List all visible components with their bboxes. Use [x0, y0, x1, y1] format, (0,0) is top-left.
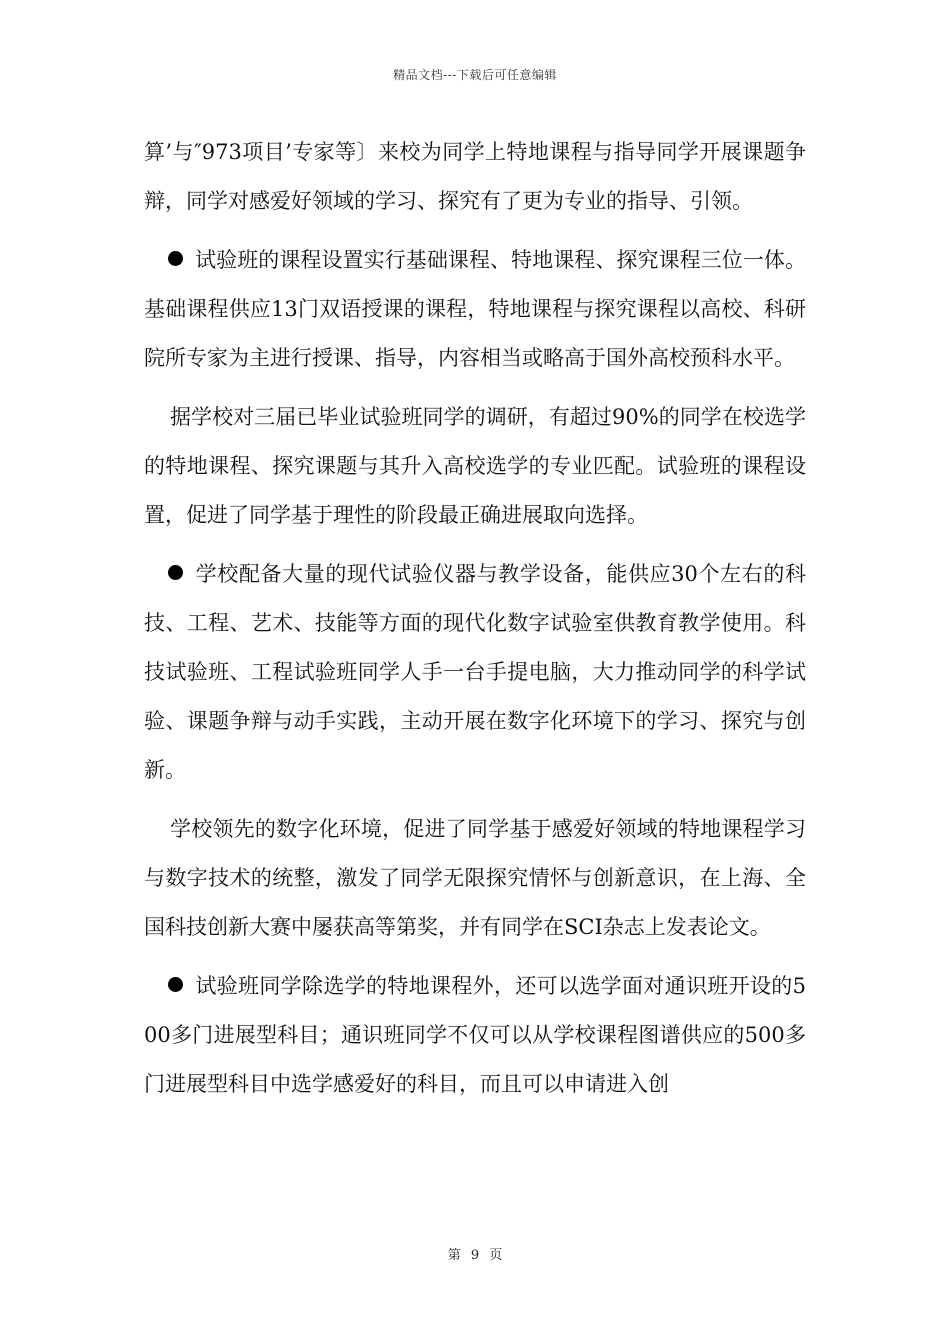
footer-suffix: 页	[489, 1248, 503, 1263]
document-body	[144, 128, 806, 1119]
bullet-icon	[168, 565, 183, 580]
paragraph: 算’与″973项目’专家等〕来校为同学上特地课程与指导同学开展课题争辩，同学对感爱好领域的学习、探究有了更为专业的指导、引领。	[144, 140, 806, 213]
bullet-paragraph	[144, 236, 806, 383]
bullet-paragraph	[144, 962, 806, 1109]
bullet-icon	[168, 977, 183, 992]
page-footer	[0, 1244, 950, 1263]
bullet-paragraph	[144, 550, 806, 795]
header-text: 精品文档---下载后可任意编辑	[393, 68, 557, 82]
bullet-paragraph-text: 试验班的课程设置实行基础课程、特地课程、探究课程三位一体。基础课程供应13门双语授课的课程，特地课程与探究课程以高校、科研院所专家为主进行授课、指导，内容相当或略高于国外高校预科水平。	[144, 248, 806, 370]
footer-prefix: 第	[447, 1248, 461, 1263]
bullet-paragraph-text: 学校配备大量的现代试验仪器与教学设备，能供应30个左右的科技、工程、艺术、技能等方面的现代化数字试验室供教育教学使用。科技试验班、工程试验班同学人手一台手提电脑，大力推动同学的科学试验、课题争辩与动手实践，主动开展在数字化环境下的学习、探究与创新。	[144, 562, 806, 782]
paragraph: 据学校对三届已毕业试验班同学的调研，有超过90%的同学在校选学的特地课程、探究课题与其升入高校选学的专业匹配。试验班的课程设置，促进了同学基于理性的阶段最正确进展取向选择。	[144, 405, 806, 527]
paragraph: 学校领先的数字化环境，促进了同学基于感爱好领域的特地课程学习与数字技术的统整，激发了同学无限探究情怀与创新意识，在上海、全国科技创新大赛中屡获高等第奖，并有同学在SCI杂志上发表论文。	[144, 817, 806, 939]
page-number: 9	[470, 1248, 480, 1263]
bullet-paragraph-text: 试验班同学除选学的特地课程外，还可以选学面对通识班开设的500多门进展型科目；通识班同学不仅可以从学校课程图谱供应的500多门进展型科目中选学感爱好的科目，而且可以申请进入创	[144, 974, 806, 1096]
bullet-icon	[168, 251, 183, 266]
page-header	[0, 66, 950, 83]
